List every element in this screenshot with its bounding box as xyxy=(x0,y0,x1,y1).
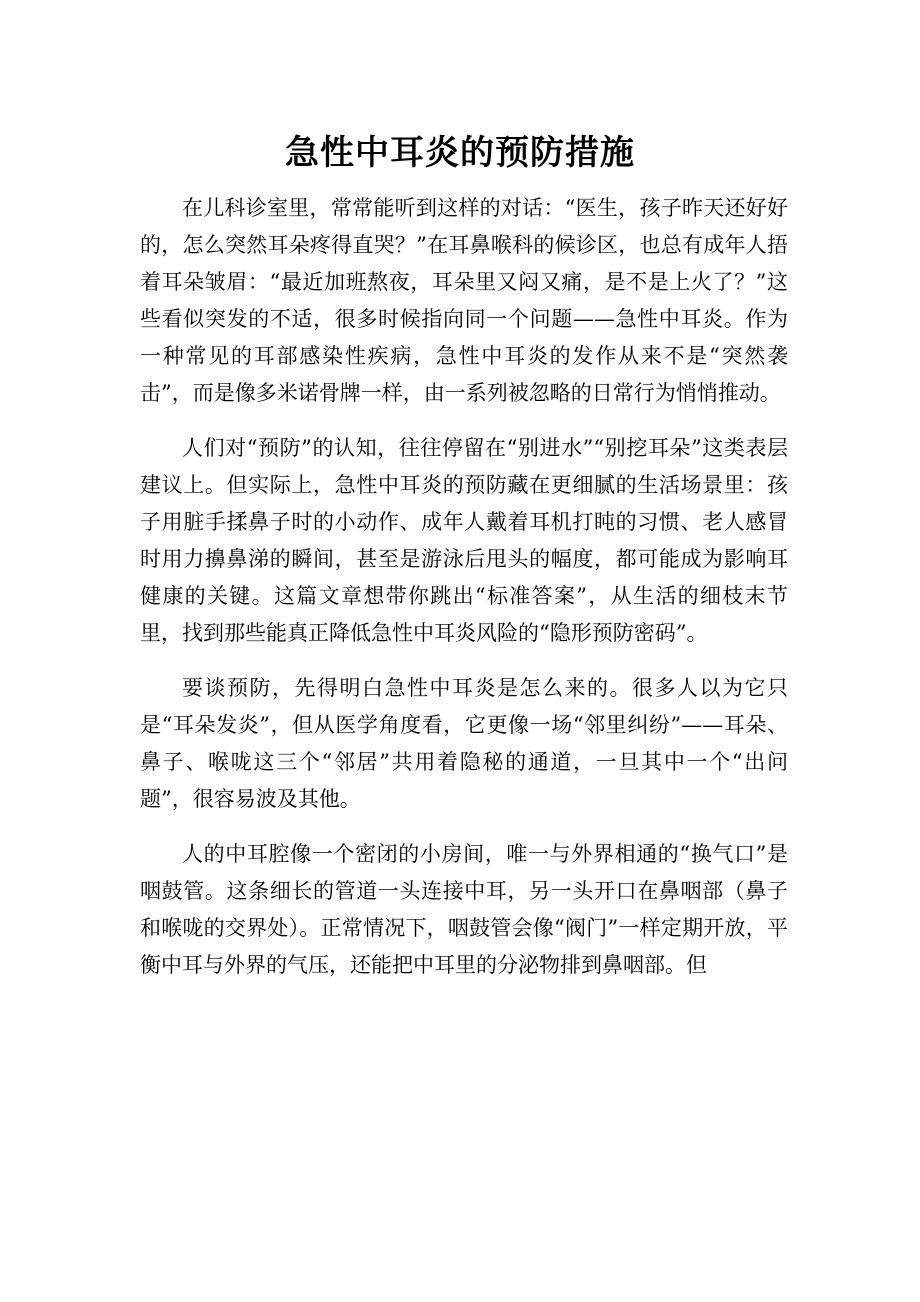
paragraph-1: 在儿科诊室里，常常能听到这样的对话：“医生，孩子昨天还好好的，怎么突然耳朵疼得直哭？”在耳鼻喉科的候诊区，也总有成年人捂着耳朵皱眉：“最近加班熬夜，耳朵里又闷又痛，是不是上火了？”这些看似突发的不适，很多时候指向同一个问题——急性中耳炎。作为一种常见的耳部感染性疾病，急性中耳炎的发作从来不是“突然袭击”，而是像多米诺骨牌一样，由一系列被忽略的日常行为悄悄推动。 xyxy=(140,196,788,405)
document-title: 急性中耳炎的预防措施 xyxy=(285,133,635,173)
document-body xyxy=(140,190,788,1002)
paragraph-3: 要谈预防，先得明白急性中耳炎是怎么来的。很多人以为它只是“耳朵发炎”，但从医学角度看，它更像一场“邻里纠纷”——耳朵、鼻子、喉咙这三个“邻居”共用着隐秘的通道，一旦其中一个“出问题”，很容易波及其他。 xyxy=(140,676,788,811)
paragraph-2: 人们对“预防”的认知，往往停留在“别进水”“别挖耳朵”这类表层建议上。但实际上，急性中耳炎的预防藏在更细腻的生活场景里：孩子用脏手揉鼻子时的小动作、成年人戴着耳机打盹的习惯、老人感冒时用力擤鼻涕的瞬间，甚至是游泳后甩头的幅度，都可能成为影响耳健康的关键。这篇文章想带你跳出“标准答案”，从生活的细枝末节里，找到那些能真正降低急性中耳炎风险的“隐形预防密码”。 xyxy=(140,436,788,645)
paragraph-4: 人的中耳腔像一个密闭的小房间，唯一与外界相通的“换气口”是咽鼓管。这条细长的管道一头连接中耳，另一头开口在鼻咽部（鼻子和喉咙的交界处）。正常情况下，咽鼓管会像“阀门”一样定期开放，平衡中耳与外界的气压，还能把中耳里的分泌物排到鼻咽部。但 xyxy=(140,842,788,977)
